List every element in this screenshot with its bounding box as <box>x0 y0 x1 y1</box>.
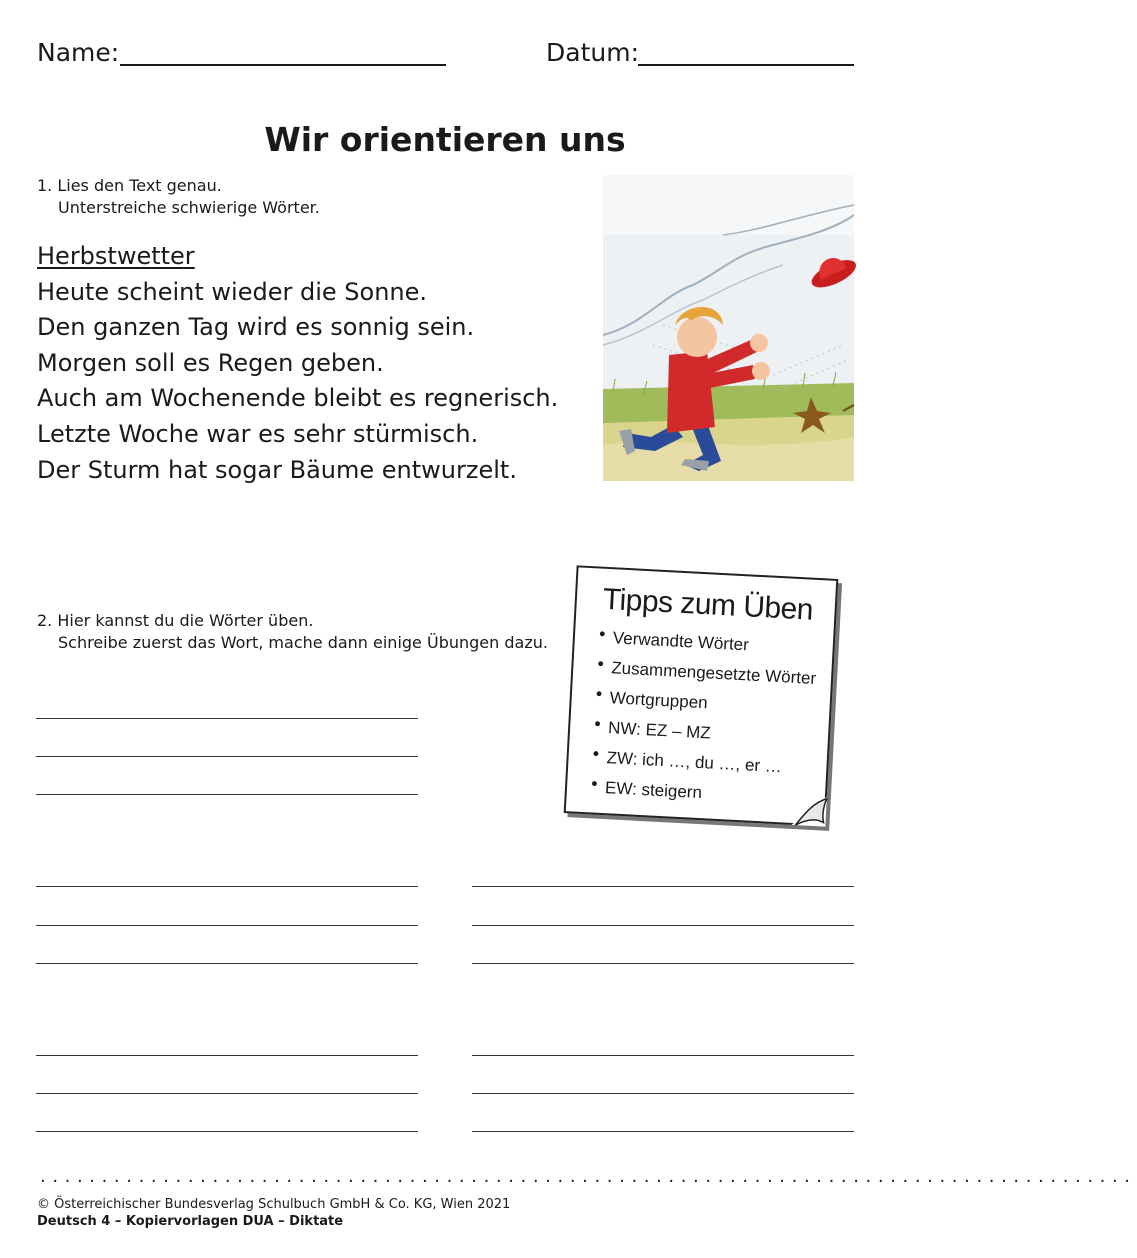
tips-item: • NW: EZ – MZ <box>593 712 828 754</box>
story-line: Morgen soll es Regen geben. <box>37 348 384 377</box>
writing-line[interactable] <box>36 718 418 719</box>
tips-list <box>566 621 833 814</box>
boy-chasing-hat-illustration <box>603 175 854 481</box>
writing-line[interactable] <box>472 886 854 887</box>
story-line: Auch am Wochenende bleibt es regnerisch. <box>37 384 559 413</box>
dotted-divider: ......................................................................................... <box>40 1166 1137 1187</box>
story-text <box>37 239 558 488</box>
tips-item: • EW: steigern <box>590 772 825 814</box>
task-1-line-1: 1. Lies den Text genau. <box>37 176 222 195</box>
task-2-instructions <box>37 610 548 654</box>
tips-note <box>564 565 839 826</box>
writing-line[interactable] <box>472 1131 854 1132</box>
name-label: Name: <box>37 38 120 67</box>
story-line: Der Sturm hat sogar Bäume entwurzelt. <box>37 455 517 484</box>
writing-line[interactable] <box>36 794 418 795</box>
story-heading: Herbstwetter <box>37 242 195 270</box>
writing-line[interactable] <box>472 1055 854 1056</box>
writing-line[interactable] <box>36 886 418 887</box>
name-field[interactable] <box>120 64 446 66</box>
writing-line[interactable] <box>472 925 854 926</box>
writing-line[interactable] <box>36 925 418 926</box>
task-2-line-1: 2. Hier kannst du die Wörter üben. <box>37 611 314 630</box>
tips-item: • Verwandte Wörter <box>598 623 833 665</box>
writing-line[interactable] <box>472 1093 854 1094</box>
writing-line[interactable] <box>472 963 854 964</box>
tips-item: • Zusammengesetzte Wörter <box>597 653 832 695</box>
writing-line[interactable] <box>36 963 418 964</box>
task-2-line-2: Schreibe zuerst das Wort, mache dann einige Übungen dazu. <box>58 633 548 652</box>
task-1-line-2: Unterstreiche schwierige Wörter. <box>58 198 320 217</box>
page-curl-icon <box>791 795 827 827</box>
footer-copyright: © Österreichischer Bundesverlag Schulbuch GmbH & Co. KG, Wien 2021 <box>37 1197 511 1212</box>
writing-line[interactable] <box>36 756 418 757</box>
story-line: Letzte Woche war es sehr stürmisch. <box>37 419 479 448</box>
tips-title: Tipps zum Üben <box>602 582 814 627</box>
task-1-instructions <box>37 175 320 219</box>
story-line: Heute scheint wieder die Sonne. <box>37 277 428 306</box>
page-title: Wir orientieren uns <box>264 120 626 159</box>
footer-book-title: Deutsch 4 – Kopiervorlagen DUA – Diktate <box>37 1214 344 1229</box>
tips-item: • ZW: ich …, du …, er … <box>592 742 827 784</box>
writing-line[interactable] <box>36 1055 418 1056</box>
footer <box>37 1196 510 1230</box>
date-field[interactable] <box>638 64 854 66</box>
date-label: Datum: <box>546 38 639 67</box>
story-line: Den ganzen Tag wird es sonnig sein. <box>37 313 475 342</box>
tips-item: • Wortgruppen <box>595 683 830 725</box>
writing-line[interactable] <box>36 1093 418 1094</box>
writing-line[interactable] <box>36 1131 418 1132</box>
